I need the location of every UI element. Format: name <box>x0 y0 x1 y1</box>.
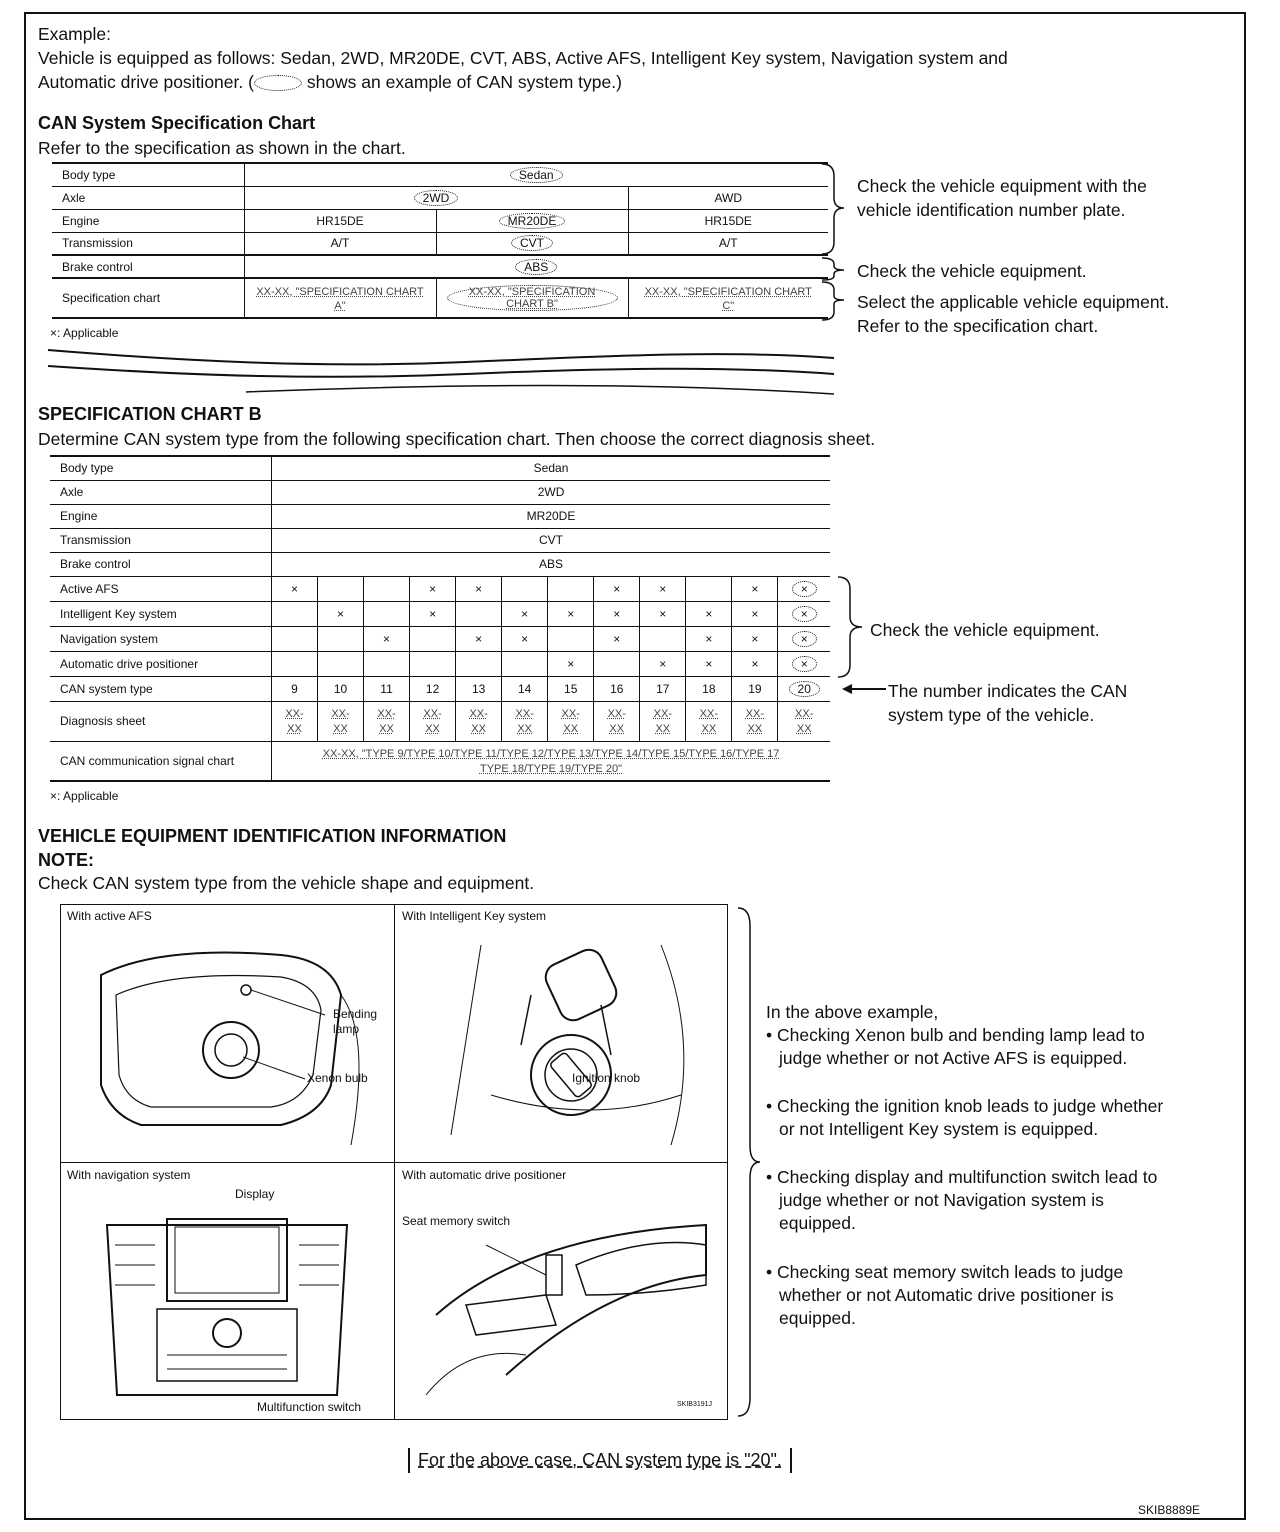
mark-cell: × <box>640 601 686 626</box>
cell: MR20DE <box>272 504 830 528</box>
explain-b4-l3: equipped. <box>779 1308 856 1328</box>
cell: Sedan <box>272 456 830 480</box>
signal-chart-link-1[interactable]: XX-XX, "TYPE 9/TYPE 10/TYPE 11/TYPE 12/TYPE 13/TYPE 14/TYPE 15/TYPE 16/TYPE 17 <box>322 747 780 760</box>
mark-cell: × <box>732 651 778 676</box>
illustration-grid <box>60 904 728 1420</box>
diagnosis-cell[interactable] <box>272 701 318 741</box>
mark-cell <box>317 576 363 601</box>
diagnosis-sheet-link[interactable]: XX- XX <box>653 708 672 735</box>
spec-chart-link-b[interactable]: XX-XX, "SPECIFICATION CHART B" <box>447 285 618 311</box>
mark-cell: × <box>456 576 502 601</box>
mark-cell <box>272 651 318 676</box>
label-bending: Bending <box>333 1007 378 1021</box>
diagnosis-cell[interactable] <box>548 701 594 741</box>
diagnosis-sheet-link[interactable]: XX- XX <box>795 708 814 735</box>
diagnosis-cell[interactable] <box>778 701 830 741</box>
explain-b1-l2: judge whether or not Active AFS is equipped. <box>779 1048 1128 1068</box>
label-xenon: Xenon bulb <box>307 1071 368 1085</box>
explain-b4-l2: whether or not Automatic drive positioner is <box>779 1285 1114 1305</box>
diagnosis-sheet-link[interactable]: XX- XX <box>515 708 534 735</box>
equipment-row <box>50 651 830 676</box>
cell-oval: ABS <box>515 259 557 275</box>
ignition-knob-icon <box>411 935 711 1155</box>
mark-cell-selected <box>778 626 830 651</box>
diagnosis-cell[interactable] <box>594 701 640 741</box>
row-label: Body type <box>52 163 244 186</box>
mark-cell <box>502 651 548 676</box>
door-switch-icon <box>406 1195 716 1405</box>
mark-cell <box>640 626 686 651</box>
diagnosis-cell[interactable] <box>317 701 363 741</box>
conclusion-box <box>408 1448 792 1473</box>
mark-cell: × <box>594 576 640 601</box>
diagnosis-sheet-link[interactable]: XX- XX <box>699 708 719 735</box>
navigation-display-icon <box>97 1205 357 1405</box>
can-type-cell: 12 <box>410 676 456 701</box>
mark-cell <box>317 626 363 651</box>
arrow-left-icon <box>840 682 888 696</box>
spec-chart-title: CAN System Specification Chart <box>38 113 316 133</box>
row-label: Intelligent Key system <box>50 601 272 626</box>
row-label: Diagnosis sheet <box>50 701 272 741</box>
selected-can-type-oval: 20 <box>789 681 820 697</box>
equipment-row <box>50 601 830 626</box>
chart-b-table <box>50 455 830 782</box>
mark-cell <box>456 601 502 626</box>
explain-b2-l1: • Checking the ignition knob leads to judge whether <box>766 1096 1164 1116</box>
can-type-cell: 16 <box>594 676 640 701</box>
diagnosis-sheet-link[interactable]: XX- XX <box>423 708 442 735</box>
diagnosis-sheet-link[interactable]: XX- XX <box>607 708 626 735</box>
diagnosis-sheet-link[interactable]: XX- XX <box>561 708 580 735</box>
label-multifunction: Multifunction switch <box>257 1400 362 1414</box>
cell: ABS <box>272 552 830 576</box>
label-ignition-knob: Ignition knob <box>572 1071 641 1085</box>
selected-mark-oval: × <box>792 581 817 597</box>
mark-cell: × <box>410 576 456 601</box>
can-type-row <box>50 676 830 701</box>
mark-cell: × <box>686 601 732 626</box>
example-line-2a: Automatic drive positioner. ( <box>38 72 254 92</box>
mark-cell <box>548 626 594 651</box>
vehicle-info-note: Check CAN system type from the vehicle shape and equipment. <box>38 873 535 893</box>
panel-code: SKIB3191J <box>677 1401 713 1408</box>
mark-cell: × <box>686 651 732 676</box>
break-line-icon <box>46 344 838 398</box>
note-select-2: Refer to the specification chart. <box>857 316 1099 336</box>
panel-afs-title: With active AFS <box>67 909 152 923</box>
mark-cell: × <box>640 576 686 601</box>
cell: 2WD <box>272 480 830 504</box>
chart-b-title: SPECIFICATION CHART B <box>38 404 262 424</box>
mark-cell <box>548 576 594 601</box>
example-label: Example: <box>38 24 111 44</box>
spec-chart-subtitle: Refer to the specification as shown in the chart. <box>38 138 406 158</box>
mark-cell <box>410 626 456 651</box>
can-type-cell: 11 <box>364 676 410 701</box>
mark-cell: × <box>364 626 410 651</box>
mark-cell: × <box>732 601 778 626</box>
cell-oval: 2WD <box>414 190 459 206</box>
can-type-cell: 13 <box>456 676 502 701</box>
diagnosis-sheet-link[interactable]: XX- XX <box>285 708 304 735</box>
spec-chart-footnote: ×: Applicable <box>50 326 119 340</box>
brace-icon <box>736 906 764 1418</box>
can-type-cell <box>778 676 830 701</box>
row-label: Brake control <box>50 552 272 576</box>
diagnosis-cell[interactable] <box>410 701 456 741</box>
note-check-plate: Check the vehicle equipment with the vehicle identification number plate. <box>857 176 1147 220</box>
can-type-cell: 15 <box>548 676 594 701</box>
diagnosis-sheet-link[interactable]: XX- XX <box>745 708 765 735</box>
chart-b-footnote: ×: Applicable <box>50 789 119 803</box>
can-type-cell: 14 <box>502 676 548 701</box>
example-line-1: Vehicle is equipped as follows: Sedan, 2WD, MR20DE, CVT, ABS, Active AFS, Intelligent Key system, Navigation system and <box>38 48 1008 68</box>
explain-b3-l1: • Checking display and multifunction switch lead to <box>766 1167 1158 1187</box>
signal-chart-link-2[interactable]: TYPE 18/TYPE 19/TYPE 20" <box>479 762 623 775</box>
mark-cell: × <box>594 601 640 626</box>
cell: HR15DE <box>244 209 436 232</box>
cell-oval: CVT <box>511 235 553 251</box>
can-type-cell: 19 <box>732 676 778 701</box>
diagnosis-cell[interactable] <box>456 701 502 741</box>
note-chart-b-check: Check the vehicle equipment. <box>870 620 1100 640</box>
note-number-1: The number indicates the CAN <box>888 681 1128 701</box>
mark-cell <box>272 601 318 626</box>
mark-cell <box>502 576 548 601</box>
selected-mark-oval: × <box>792 606 817 622</box>
example-line-2 <box>38 72 622 93</box>
conclusion-text: For the above case, CAN system type is "20". <box>418 1450 782 1470</box>
diagnosis-sheet-link[interactable]: XX- XX <box>377 708 396 735</box>
mark-cell-selected <box>778 601 830 626</box>
explain-intro: In the above example, <box>766 1002 939 1022</box>
mark-cell: × <box>640 651 686 676</box>
panel-adp-title: With automatic drive positioner <box>402 1168 567 1182</box>
mark-cell: × <box>686 626 732 651</box>
row-label: Engine <box>50 504 272 528</box>
mark-cell <box>364 601 410 626</box>
explain-b2-l2: or not Intelligent Key system is equipped. <box>779 1119 1099 1139</box>
cell: AWD <box>628 186 828 209</box>
mark-cell: × <box>548 601 594 626</box>
spec-chart-link-a[interactable]: XX-XX, "SPECIFICATION CHART A" <box>256 286 424 312</box>
selected-mark-oval: × <box>792 656 817 672</box>
row-label: Navigation system <box>50 626 272 651</box>
mark-cell: × <box>732 626 778 651</box>
diagnosis-cell[interactable] <box>686 701 732 741</box>
row-label: Active AFS <box>50 576 272 601</box>
equipment-rows <box>50 576 830 676</box>
headlamp-icon <box>81 935 381 1155</box>
diagnosis-sheet-link[interactable]: XX- XX <box>469 708 488 735</box>
row-label: CAN system type <box>50 676 272 701</box>
row-label: Axle <box>52 186 244 209</box>
selected-mark-oval: × <box>792 631 817 647</box>
can-type-cell: 17 <box>640 676 686 701</box>
explain-b3-l2: judge whether or not Navigation system is <box>779 1190 1104 1210</box>
panel-nav-title: With navigation system <box>67 1168 191 1182</box>
cell-oval: Sedan <box>510 167 563 183</box>
mark-cell: × <box>594 626 640 651</box>
mark-cell: × <box>410 601 456 626</box>
mark-cell <box>364 651 410 676</box>
mark-cell <box>686 576 732 601</box>
cell: A/T <box>628 232 828 255</box>
cell: HR15DE <box>628 209 828 232</box>
mark-cell <box>594 651 640 676</box>
explain-b1-l1: • Checking Xenon bulb and bending lamp lead to <box>766 1025 1145 1045</box>
row-label: Specification chart <box>52 278 244 318</box>
row-label: Body type <box>50 456 272 480</box>
row-label: Automatic drive positioner <box>50 651 272 676</box>
diagnosis-cell[interactable] <box>364 701 410 741</box>
note-check-equipment: Check the vehicle equipment. <box>857 261 1087 281</box>
chart-b-subtitle: Determine CAN system type from the following specification chart. Then choose the correct diagnosis sheet. <box>38 429 876 449</box>
note-number-2: system type of the vehicle. <box>888 705 1095 725</box>
spec-chart-table <box>52 162 828 319</box>
mark-cell: × <box>456 626 502 651</box>
mark-cell: × <box>502 601 548 626</box>
spec-chart-link-c[interactable]: XX-XX, "SPECIFICATION CHART C" <box>644 286 812 312</box>
can-type-cell: 9 <box>272 676 318 701</box>
label-display: Display <box>235 1187 275 1201</box>
dotted-oval-icon <box>254 75 302 91</box>
cell-oval: MR20DE <box>499 213 566 229</box>
can-type-cell: 10 <box>317 676 363 701</box>
equipment-row <box>50 576 830 601</box>
label-lamp: lamp <box>333 1022 360 1036</box>
mark-cell <box>410 651 456 676</box>
diagnosis-row <box>50 701 830 741</box>
vehicle-info-note-label: NOTE: <box>38 850 94 870</box>
row-label: Transmission <box>52 232 244 255</box>
row-label: Axle <box>50 480 272 504</box>
brace-icon <box>820 162 860 322</box>
note-select-1: Select the applicable vehicle equipment. <box>857 292 1170 312</box>
diagnosis-cell[interactable] <box>640 701 686 741</box>
mark-cell-selected <box>778 651 830 676</box>
diagnosis-cell[interactable] <box>502 701 548 741</box>
cell: A/T <box>244 232 436 255</box>
panel-key-title: With Intelligent Key system <box>402 909 547 923</box>
diagnosis-cell[interactable] <box>732 701 778 741</box>
example-line-2b: shows an example of CAN system type.) <box>306 72 622 92</box>
brace-icon <box>836 575 872 679</box>
cell: CVT <box>272 528 830 552</box>
mark-cell: × <box>548 651 594 676</box>
can-type-cell: 18 <box>686 676 732 701</box>
row-label: Brake control <box>52 255 244 278</box>
mark-cell-selected <box>778 576 830 601</box>
row-label: CAN communication signal chart <box>50 741 272 781</box>
mark-cell <box>364 576 410 601</box>
label-seat-memory: Seat memory switch <box>402 1214 511 1228</box>
explain-b3-l3: equipped. <box>779 1213 856 1233</box>
mark-cell: × <box>272 576 318 601</box>
mark-cell: × <box>732 576 778 601</box>
mark-cell <box>272 626 318 651</box>
diagnosis-sheet-link[interactable]: XX- XX <box>331 708 350 735</box>
equipment-row <box>50 626 830 651</box>
explain-b4-l1: • Checking seat memory switch leads to judge <box>766 1262 1124 1282</box>
row-label: Transmission <box>50 528 272 552</box>
figure-code: SKIB8889E <box>1138 1503 1201 1517</box>
mark-cell <box>456 651 502 676</box>
mark-cell: × <box>502 626 548 651</box>
row-label: Engine <box>52 209 244 232</box>
mark-cell <box>317 651 363 676</box>
mark-cell: × <box>317 601 363 626</box>
vehicle-info-title: VEHICLE EQUIPMENT IDENTIFICATION INFORMATION <box>38 826 507 846</box>
